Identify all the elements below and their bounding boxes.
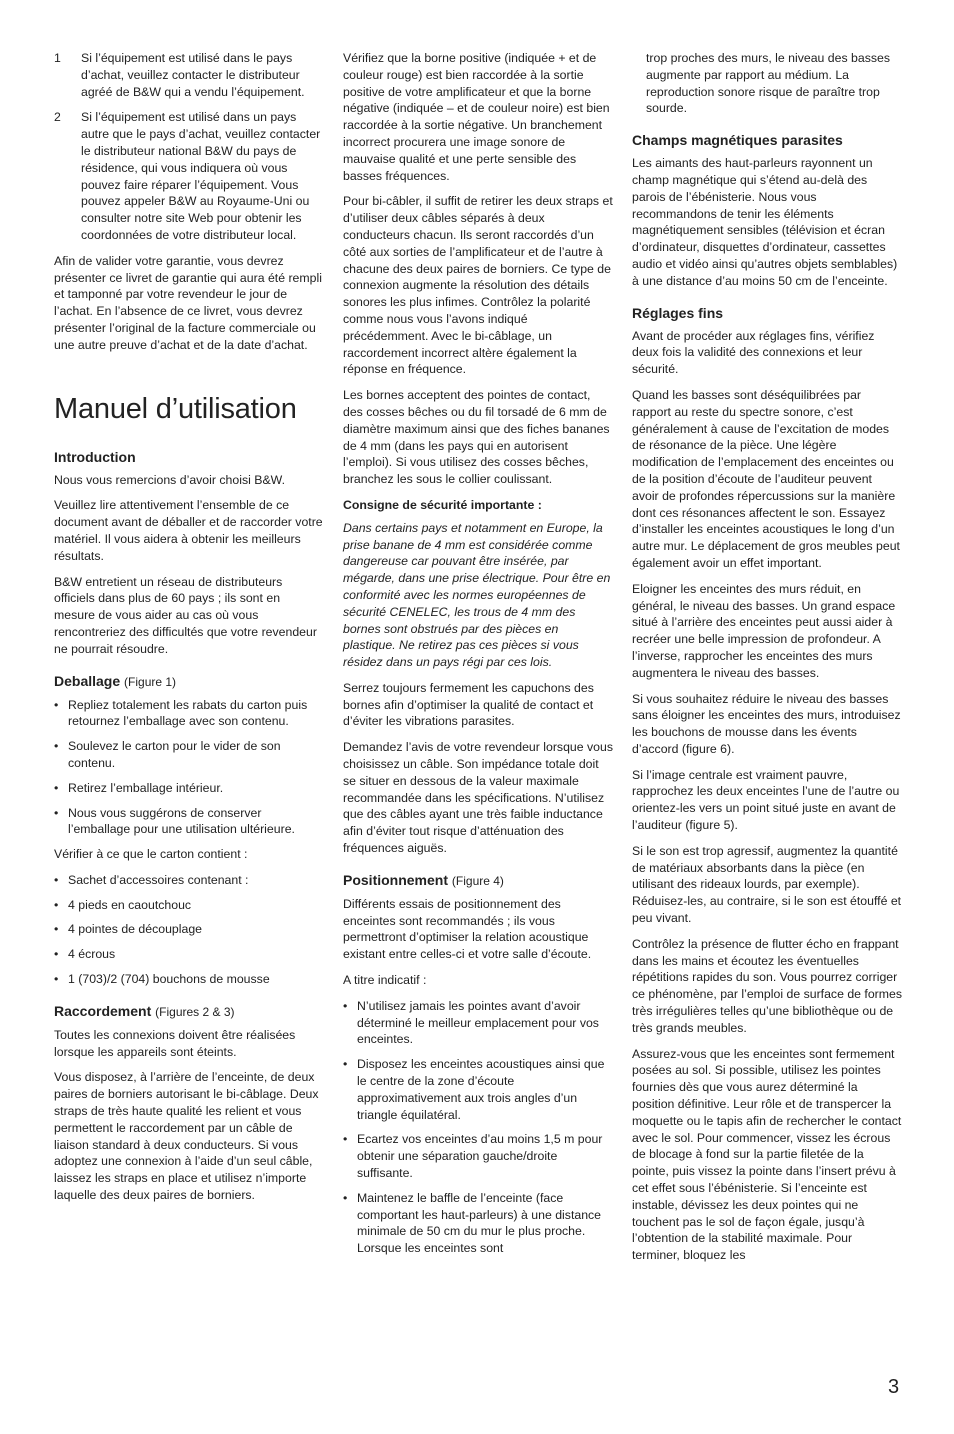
figure-reference: (Figure 4) <box>451 873 504 888</box>
list-item: • 4 pointes de découplage <box>54 921 324 938</box>
raccordement-title: Raccordement <box>54 1002 152 1019</box>
raccordement-paragraph: Vous disposez, à l’arrière de l’enceinte, de deux paires de borniers autorisant le bi-câblage. Deux straps de très haute qualité les relient et vous permettent le raccordement par un câble de liaison standard à deux conducteurs. Si vous adoptez une connexion à l’aide d’un seul câble, laissez les straps en place et utilisez n’importe laquelle des deux paires de borniers. <box>54 1070 319 1203</box>
safety-text: Dans certains pays et notamment en Europe, la prise banane de 4 mm est considérée comme dangereuse car pouvant être insérée, par mégarde, dans une prise électrique. Pour être en conformité avec les normes européennes de sécurité CENELEC, les trous de 4 mm des bornes sont obstrués par des pièces en plastique. Ne retirez pas ces pièces si vous résidez dans un pays régi par ces lois. <box>343 520 611 670</box>
positionnement-heading <box>343 871 613 890</box>
list-item: • Disposez les enceintes acoustiques ainsi que le centre de la zone d’écoute approximativement aux trois angles d’un triangle équilatéral. <box>343 1056 613 1123</box>
raccordement-paragraph: Toutes les connexions doivent être réalisées lorsque les appareils sont éteints. <box>54 1027 296 1059</box>
positionnement-paragraph: A titre indicatif : <box>343 973 427 988</box>
warranty-item <box>54 50 324 100</box>
item-number: 2 <box>54 110 61 125</box>
figure-reference: (Figures 2 & 3) <box>155 1004 235 1019</box>
figure-reference: (Figure 1) <box>124 674 177 689</box>
list-item: • Retirez l’emballage intérieur. <box>54 780 324 797</box>
intro-paragraph: Nous vous remercions d’avoir choisi B&W. <box>54 472 285 487</box>
page-number: 3 <box>888 1376 900 1398</box>
manual-title: Manuel d’utilisation <box>54 392 297 425</box>
warranty-paragraph: Afin de valider votre garantie, vous devrez présenter ce livret de garantie qui aura été rempli et tamponné par votre revendeur le jour de l’achat. En l’absence de ce livret, vous devrez présenter l’original de la facture commerciale ou une autre preuve d’achat et de la date d’achat. <box>54 253 322 352</box>
list-item: • Repliez totalement les rabats du carton puis retournez l’emballage avec son contenu. <box>54 697 324 731</box>
reglages-paragraph: Assurez-vous que les enceintes sont fermement posées au sol. Si possible, utilisez les pointes fournies dès que vous aurez déterminé la position définitive. Leur rôle et de transpercer la moquette ou le tapis afin de rechercher le contact avec le sol. Pour commencer, vissez les écrous de blocage à fond sur la partie filetée de la pointe, puis vissez la pointe dans l’insert prévu à cet effet sous l’ébénisterie. Si l’enceinte est instable, dévissez les deux pointes qui ne touchent pas le sol de façon égale, jusqu’à l’obtention de la stabilité maximale. Pour terminer, bloquez les <box>632 1046 902 1263</box>
list-item: • Ecartez vos enceintes d’au moins 1,5 m pour obtenir une séparation gauche/droite suffisante. <box>343 1131 613 1181</box>
column-1 <box>54 50 324 1213</box>
body-paragraph: Demandez l’avis de votre revendeur lorsque vous choisissez un câble. Son impédance totale doit se situer en dessous de la valeur maximale recommandée dans les spécifications. N’utilisez que des câbles ayant une très faible inductance afin d’éviter tout risque d’atténuation des fréquences aiguës. <box>343 740 613 856</box>
column-2 <box>343 50 613 1265</box>
list-item: • 1 (703)/2 (704) bouchons de mousse <box>54 971 324 988</box>
reglages-paragraph: Contrôlez la présence de flutter écho en frappant dans les mains et écoutez les éventuelles répétitions rapides du son. Vous pourrez corriger ce phénomène, par l’emploi de surface de formes très irrégulières telles qu’une bibliothèque ou de très grands meubles. <box>632 936 902 1035</box>
positionnement-paragraph: Différents essais de positionnement des enceintes sont recommandés ; ils vous permettront d’optimiser la relation acoustique existant entre celles-ci et votre salle d’écoute. <box>343 896 592 962</box>
item-number: 1 <box>54 51 61 65</box>
reglages-paragraph: Quand les basses sont déséquilibrées par rapport au reste du spectre sonore, c’est généralement à cause de l’excitation de modes de résonance de la pièce. Une légère modification de l’emplacement des enceintes ou de la position d’écoute de l’auditeur peuvent avoir de profondes répercussions sur la manière dont ces résonances affectent le son. Essayez d’installer les enceintes acoustiques le long d’un autre mur. Le déplacement de gros meubles peut également avoir un effet important. <box>632 387 900 570</box>
reglages-paragraph: Si le son est trop agressif, augmentez la quantité de matériaux absorbants dans la pièce (en utilisant des rideaux lourds, par exemple). Réduisez-les, au contraire, si le son est étouffé et peu vivant. <box>632 843 902 926</box>
list-item: • 4 écrous <box>54 946 324 963</box>
list-item: • Maintenez le baffle de l’enceinte (face comportant les haut-parleurs) à une distance minimale de 50 cm du mur le plus proche. Lorsque les enceintes sont <box>343 1190 613 1257</box>
intro-paragraph: Veuillez lire attentivement l’ensemble de ce document avant de déballer et de raccorder votre matériel. Il vous aidera à obtenir les meilleurs résultats. <box>54 498 323 563</box>
verify-text: Vérifier à ce que le carton contient : <box>54 847 248 862</box>
continued-list-text: trop proches des murs, le niveau des basses augmente par rapport au médium. La reproduction sonore risque de paraître trop sourde. <box>646 51 891 116</box>
body-paragraph: Pour bi-câbler, il suffit de retirer les deux straps et d’utiliser deux câbles séparés à deux conducteurs chacun. Ils seront raccordés d’un côté aux sorties de l’amplificateur et de l’autre à chacune des deux paires de borniers. Ce type de connexion augmente la résolution des détails sonores les plus infimes. Contrôlez la polarité comme nous vous l’avons indiqué précédemment. Avec le bi-câblage, un raccordement incorrect altère également la réponse en fréquence. <box>343 194 613 377</box>
column-3 <box>632 50 902 1273</box>
item-text: Si l’équipement est utilisé dans le pays d’achat, veuillez contacter le distributeur agréé de B&W qui a vendu l’équipement. <box>81 51 305 99</box>
list-item: • N’utilisez jamais les pointes avant d’avoir déterminé le meilleur emplacement pour vos enceintes. <box>343 998 613 1048</box>
deballage-title: Deballage <box>54 672 121 689</box>
body-paragraph: Serrez toujours fermement les capuchons des bornes afin d’optimiser la qualité de contact et d’éviter les vibrations parasites. <box>343 680 594 729</box>
body-paragraph: Les bornes acceptent des pointes de contact, des cosses bêches ou du fil torsadé de 6 mm de diamètre maximum ainsi que des fiches bananes de 4 mm (dans les pays qui en autorisent l’emploi). Si vous utilisez des cosses bêches, branchez les sous le collier coulissant. <box>343 388 610 487</box>
reglages-paragraph: Si vous souhaitez réduire le niveau des basses sans éloigner les enceintes des murs, introduisez les bouchons de mousse dans les évents d’accord (figure 6). <box>632 691 901 756</box>
safety-heading: Consigne de sécurité importante : <box>343 497 542 512</box>
list-item: • Nous vous suggérons de conserver l’emballage pour une utilisation ultérieure. <box>54 805 324 839</box>
champs-paragraph: Les aimants des haut-parleurs rayonnent un champ magnétique qui s’étend au-delà des parois de l’ébénisterie. Nous vous recommandons de tenir les éléments magnétiquement sensibles (télévision et écran d’ordinateur, disquettes d’ordinateur, cassettes audio et vidéo ainsi qu’autres objets semblables) à une distance d’au moins 50 cm de l’enceinte. <box>632 156 898 288</box>
list-item: • Soulevez le carton pour le vider de son contenu. <box>54 738 324 772</box>
raccordement-heading <box>54 1002 324 1021</box>
list-item: • Sachet d’accessoires contenant : <box>54 872 324 889</box>
list-item: • 4 pieds en caoutchouc <box>54 897 324 914</box>
champs-heading: Champs magnétiques parasites <box>632 132 843 149</box>
intro-paragraph: B&W entretient un réseau de distributeurs officiels dans plus de 60 pays ; ils sont en mesure de vous aider au cas où vous rencontreriez des difficultés que votre revendeur ne pourrait résoudre. <box>54 574 317 656</box>
body-paragraph: Vérifiez que la borne positive (indiquée + et de couleur rouge) est bien raccordée à la sortie positive de votre amplificateur et que la borne négative (indiquée – et de couleur noire) est bien raccordée à la sortie négative. Un branchement incorrect procurera une image sonore de mauvaise qualité et une perte sensible des basses fréquences. <box>343 51 610 183</box>
positionnement-title: Positionnement <box>343 871 449 888</box>
introduction-heading: Introduction <box>54 448 136 465</box>
warranty-item <box>54 109 324 243</box>
reglages-heading: Réglages fins <box>632 304 724 321</box>
reglages-paragraph: Si l’image centrale est vraiment pauvre, rapprochez les deux enceintes l’une de l’autre ou orientez-les vers un point situé juste en avant de l’auditeur (figure 5). <box>632 767 900 833</box>
reglages-paragraph: Avant de procéder aux réglages fins, vérifiez deux fois la validité des connexions et leur sécurité. <box>632 328 875 377</box>
item-text: Si l’équipement est utilisé dans un pays autre que le pays d’achat, veuillez contacter le distributeur national B&W du pays de résidence, qui vous indiquera où vous pouvez faire réparer l’équipement. Vous pouvez appeler B&W au Royaume-Uni ou consulter notre site Web pour obtenir les coordonnées de votre distributeur local. <box>81 110 321 242</box>
reglages-paragraph: Eloigner les enceintes des murs réduit, en général, le niveau des basses. Un grand espace situé à l’arrière des enceintes peut aussi aider à recréer une belle impression de profondeur. A l’inverse, rapprocher les enceintes des murs augmentera le niveau des basses. <box>632 581 896 680</box>
deballage-heading <box>54 672 324 691</box>
